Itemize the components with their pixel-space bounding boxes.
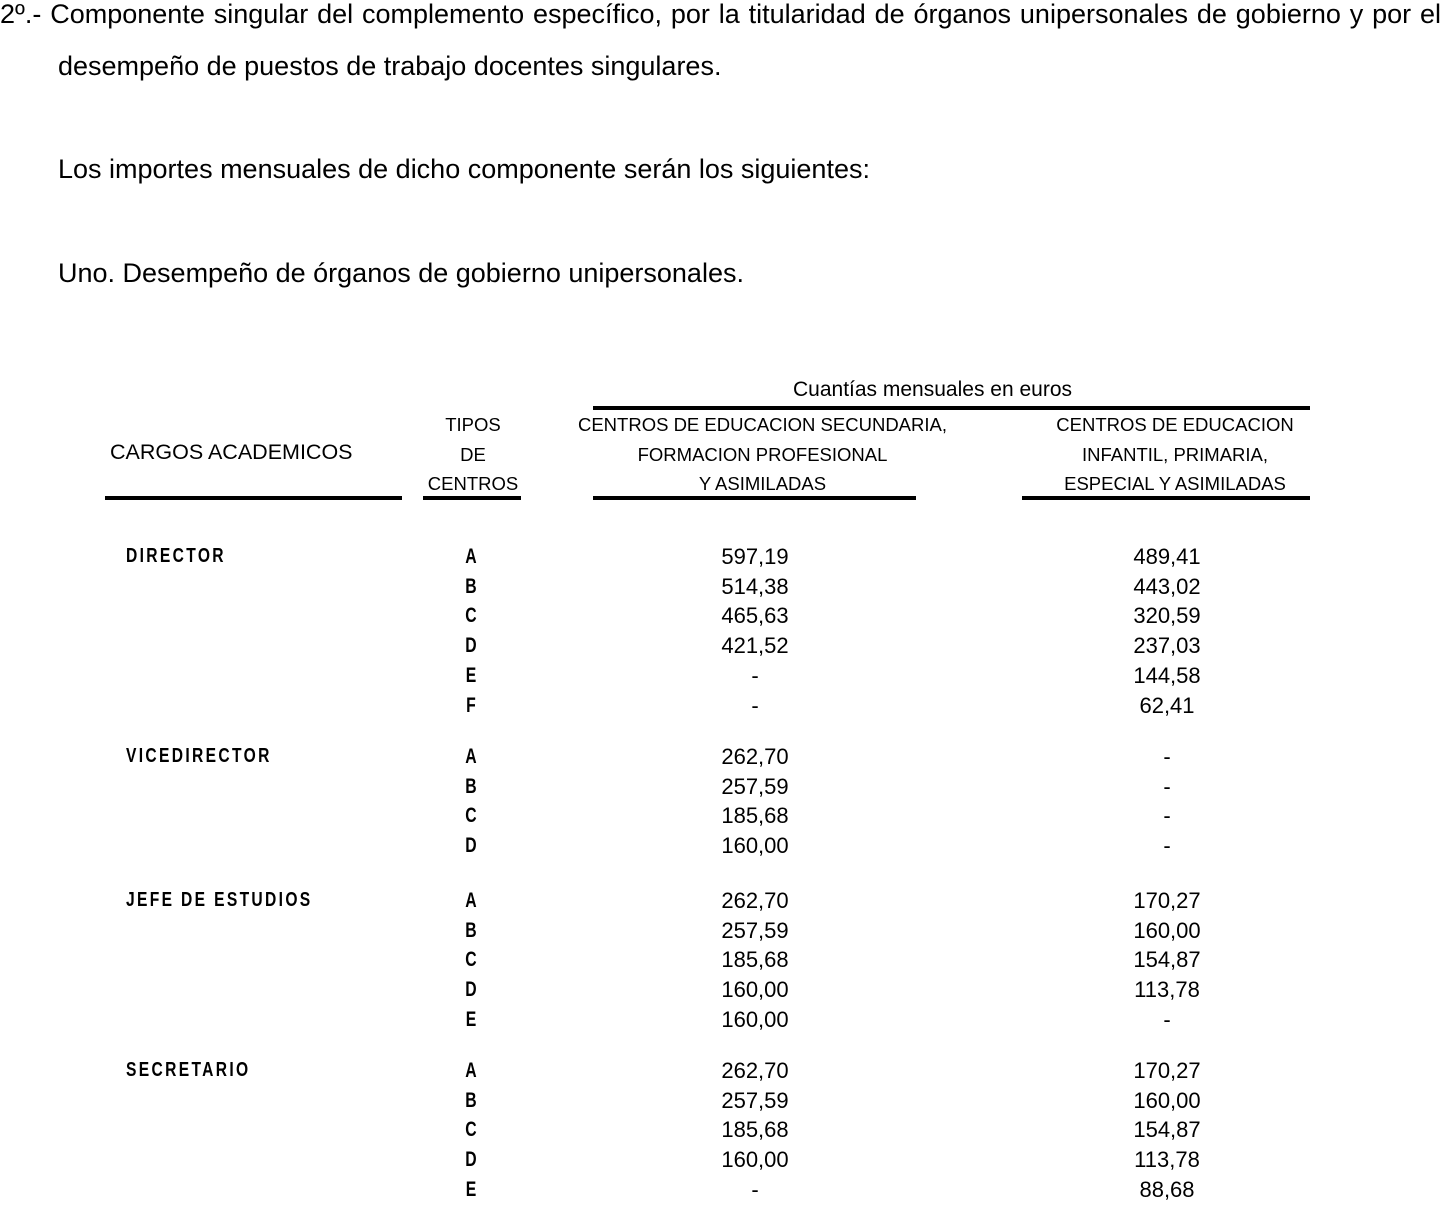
secundaria-amount-cell: 421,52 xyxy=(721,633,789,659)
secundaria-amount-cell: 597,19 xyxy=(721,544,789,569)
secundaria-header-line: Y ASIMILADAS xyxy=(698,473,827,494)
table-row xyxy=(0,572,1443,602)
secundaria-amount-cell: 465,63 xyxy=(721,603,789,629)
tipo-cell: B xyxy=(465,1088,477,1112)
secundaria-amount-cell: 160,00 xyxy=(721,1006,789,1032)
table-row xyxy=(0,601,1443,631)
tipos-header xyxy=(422,410,524,499)
secundaria-amount-cell: 262,70 xyxy=(721,744,789,769)
tipo-cell: D xyxy=(465,634,477,658)
tipo-cell: D xyxy=(465,834,477,858)
tipos-header-line: TIPOS xyxy=(445,414,501,435)
secundaria-amount-cell: - xyxy=(751,662,759,688)
table-row xyxy=(0,1005,1443,1035)
secundaria-amount-cell: 257,59 xyxy=(721,1087,789,1113)
secundaria-amount-cell: - xyxy=(751,1176,759,1202)
table-row xyxy=(0,801,1443,831)
tipo-cell: E xyxy=(465,1177,477,1201)
infantil-amount-cell: - xyxy=(1163,744,1171,769)
intro-paragraph-uno: Uno. Desempeño de órganos de gobierno unipersonales. xyxy=(58,258,744,288)
tipo-cell: A xyxy=(465,1059,477,1082)
table-row xyxy=(0,691,1443,721)
tipo-cell: C xyxy=(465,948,477,972)
table-row xyxy=(0,1086,1443,1116)
tipo-cell: C xyxy=(465,604,477,628)
secundaria-amount-cell: 185,68 xyxy=(721,947,789,973)
tipos-header-line: DE xyxy=(460,443,486,465)
infantil-rule xyxy=(1022,496,1310,500)
infantil-header xyxy=(1030,410,1320,499)
intro-paragraph-importes: Los importes mensuales de dicho componente serán los siguientes: xyxy=(58,154,870,184)
secundaria-rule xyxy=(593,496,916,500)
infantil-amount-cell: 489,41 xyxy=(1133,544,1201,569)
infantil-amount-cell: 88,68 xyxy=(1139,1176,1195,1202)
table-row xyxy=(0,1145,1443,1175)
tipo-cell: A xyxy=(465,745,477,768)
infantil-amount-cell: 237,03 xyxy=(1133,633,1201,659)
tipo-cell: B xyxy=(465,918,477,942)
tipo-cell: D xyxy=(465,1148,477,1172)
table-row xyxy=(0,661,1443,691)
infantil-amount-cell: 144,58 xyxy=(1133,662,1201,688)
infantil-amount-cell: - xyxy=(1163,773,1171,799)
table-row xyxy=(0,1175,1443,1205)
secundaria-amount-cell: 262,70 xyxy=(721,1058,789,1083)
infantil-amount-cell: 443,02 xyxy=(1133,573,1201,599)
infantil-amount-cell: 154,87 xyxy=(1133,947,1201,973)
secundaria-header xyxy=(560,410,965,499)
table-row xyxy=(0,1056,1443,1086)
infantil-amount-cell: 62,41 xyxy=(1139,692,1195,718)
table-row xyxy=(0,631,1443,661)
tipo-cell: A xyxy=(465,545,477,568)
infantil-amount-cell: - xyxy=(1163,1006,1171,1032)
infantil-amount-cell: 320,59 xyxy=(1133,603,1201,629)
cargo-label: JEFE DE ESTUDIOS xyxy=(126,889,313,911)
secundaria-header-line: FORMACION PROFESIONAL xyxy=(637,443,888,465)
infantil-amount-cell: 170,27 xyxy=(1133,1058,1201,1083)
infantil-amount-cell: 154,87 xyxy=(1133,1117,1201,1143)
infantil-header-line: ESPECIAL Y ASIMILADAS xyxy=(1064,473,1286,494)
secundaria-amount-cell: 262,70 xyxy=(721,888,789,913)
tipos-header-line: CENTROS xyxy=(427,473,519,494)
infantil-amount-cell: - xyxy=(1163,833,1171,859)
cargo-label: VICEDIRECTOR xyxy=(126,745,272,767)
infantil-amount-cell: 160,00 xyxy=(1133,917,1201,943)
cargo-label: DIRECTOR xyxy=(126,545,226,567)
table-row xyxy=(0,1115,1443,1145)
cargo-label: SECRETARIO xyxy=(126,1059,251,1081)
infantil-amount-cell: 113,78 xyxy=(1134,1147,1200,1173)
cargos-rule xyxy=(105,496,402,500)
table-row xyxy=(0,975,1443,1005)
table-row xyxy=(0,742,1443,772)
secundaria-amount-cell: 185,68 xyxy=(721,803,789,829)
tipo-cell: B xyxy=(465,574,477,598)
table-row xyxy=(0,916,1443,946)
secundaria-amount-cell: 257,59 xyxy=(721,917,789,943)
intro-paragraph-heading: 2º.- Componente singular del complemento específico, por la titularidad de órganos unipersonales de gobierno y por el desempeño de puestos de trabajo docentes singulares. xyxy=(0,0,1441,81)
tipo-cell: E xyxy=(465,663,477,687)
tipo-cell: B xyxy=(465,774,477,798)
tipo-cell: E xyxy=(465,1007,477,1031)
infantil-amount-cell: 113,78 xyxy=(1134,977,1200,1003)
infantil-amount-cell: 160,00 xyxy=(1133,1087,1201,1113)
tipo-cell: C xyxy=(465,1118,477,1142)
secundaria-amount-cell: 185,68 xyxy=(721,1117,789,1143)
secundaria-amount-cell: 160,00 xyxy=(721,833,789,859)
infantil-header-line: INFANTIL, PRIMARIA, xyxy=(1081,443,1269,465)
tipo-cell: A xyxy=(465,889,477,912)
table-row xyxy=(0,772,1443,802)
infantil-amount-cell: 170,27 xyxy=(1133,888,1201,913)
secundaria-amount-cell: - xyxy=(751,692,759,718)
cuantias-header: Cuantías mensuales en euros xyxy=(793,378,1072,401)
table-row xyxy=(0,945,1443,975)
secundaria-amount-cell: 257,59 xyxy=(721,773,789,799)
tipos-rule xyxy=(423,496,521,500)
secundaria-amount-cell: 514,38 xyxy=(721,573,789,599)
tipo-cell: D xyxy=(465,978,477,1002)
table-row xyxy=(0,542,1443,572)
tipo-cell: F xyxy=(466,693,476,717)
table-row xyxy=(0,886,1443,916)
table-row xyxy=(0,831,1443,861)
secundaria-header-line: CENTROS DE EDUCACION SECUNDARIA, xyxy=(577,414,947,435)
tipo-cell: C xyxy=(465,804,477,828)
infantil-header-line: CENTROS DE EDUCACION xyxy=(1056,414,1294,435)
secundaria-amount-cell: 160,00 xyxy=(721,1147,789,1173)
infantil-amount-cell: - xyxy=(1163,803,1171,829)
cargos-header: CARGOS ACADEMICOS xyxy=(110,440,353,464)
secundaria-amount-cell: 160,00 xyxy=(721,977,789,1003)
